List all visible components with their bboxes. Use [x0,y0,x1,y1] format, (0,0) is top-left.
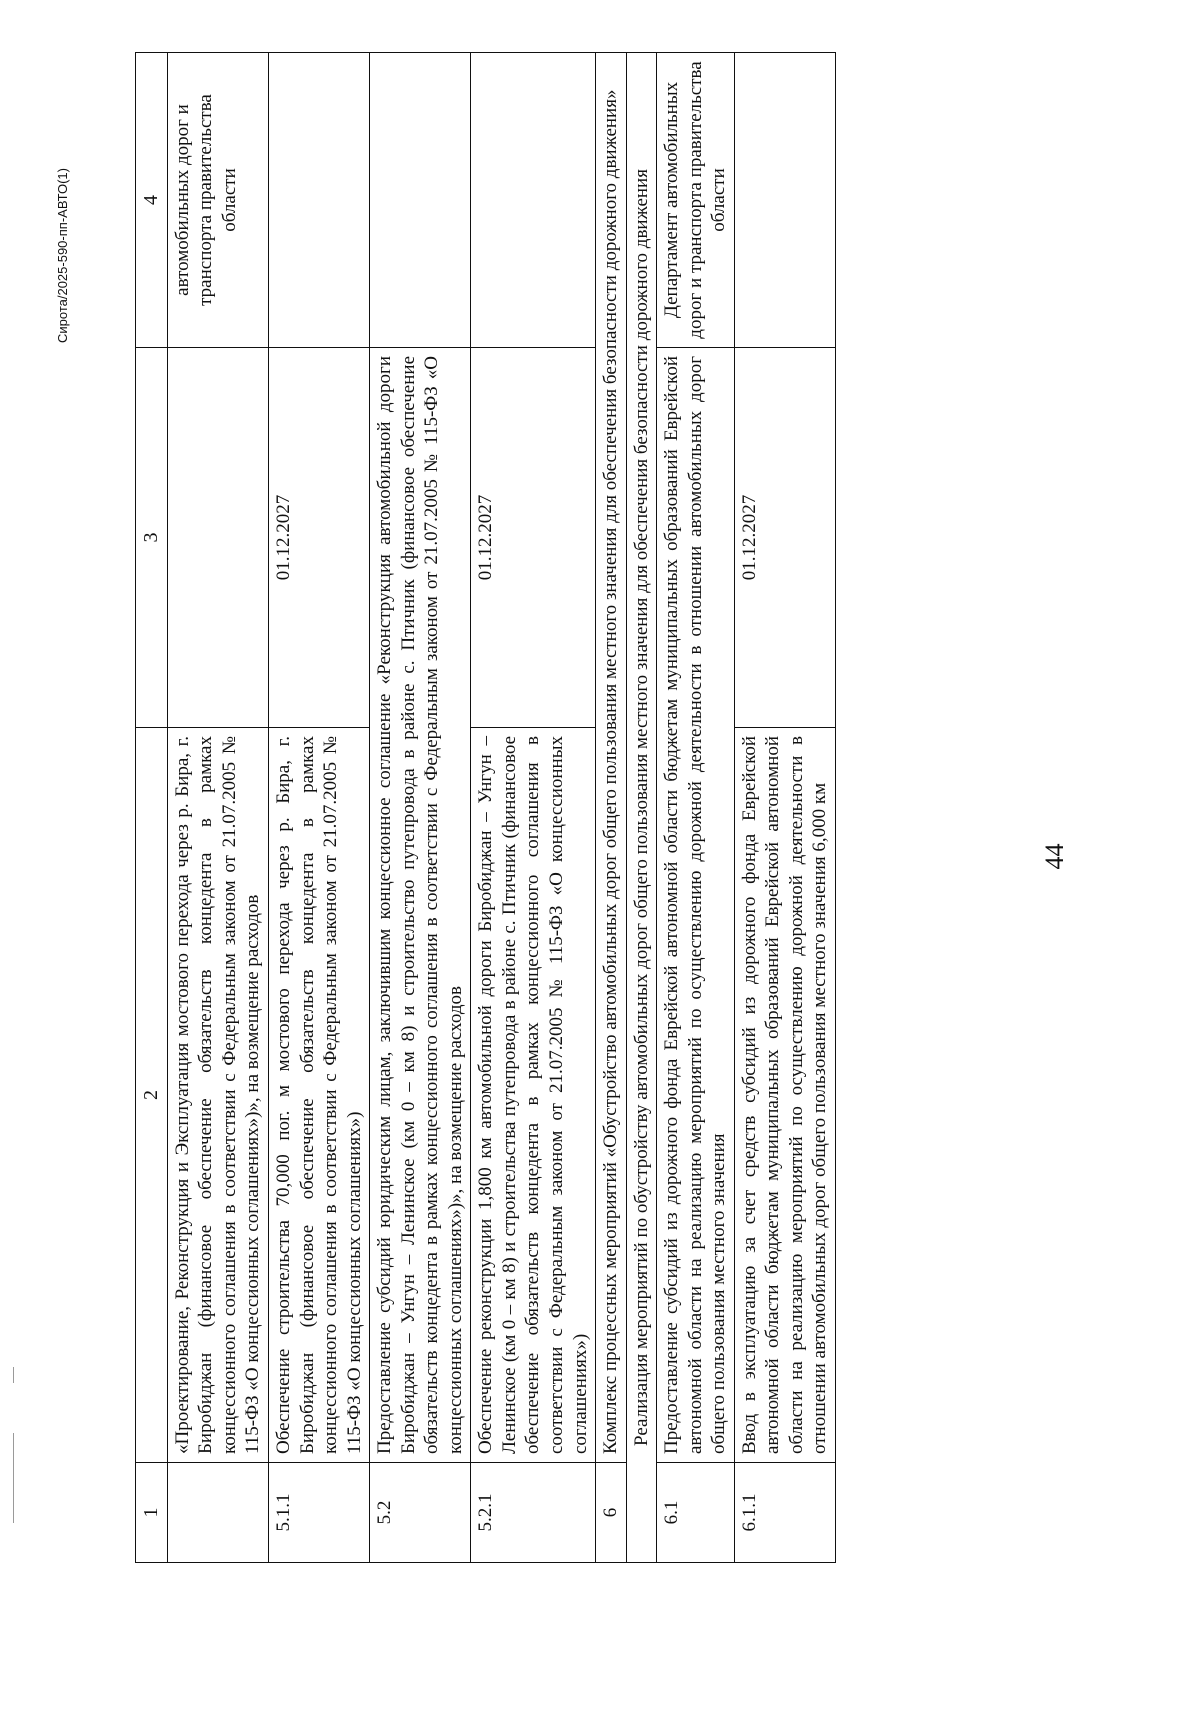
row-number: 5.2.1 [471,1463,596,1563]
row-description: Комплекс процессных мероприятий «Обустройство автомобильных дорог общего пользования местного значения для обеспечения безопасности дорожного движения» [596,53,627,1463]
scan-artifact [13,1433,14,1523]
row-responsible [268,53,369,348]
table-row [268,53,369,1563]
row-description: Предоставление субсидий юридическим лицам, заключившим концессионное соглашение «Реконструкция автомобильной дороги Биробиджан – Унгун – Ленинское (км 0 – км 8) и строительство путепровода в районе с. Птичник (финансовое обеспечение обязательств концедента в рамках концессионного соглашения в соответствии с Федеральным законом от 21.07.2005 № 115-ФЗ «О концессионных соглашениях»)», на возмещение расходов [370,348,471,1463]
row-responsible [734,53,835,348]
row-date: 01.12.2027 [734,348,835,728]
row-date [167,348,268,728]
scan-artifact [13,1367,14,1383]
table-header-row [136,53,168,1563]
row-number: 5.1.1 [268,1463,369,1563]
row-date: 01.12.2027 [268,348,369,728]
row-responsible: автомобильных дорог и транспорта правительства области [167,53,268,348]
page-number: 44 [1040,843,1069,870]
row-number: 6.1.1 [734,1463,835,1563]
table-row [657,53,735,1563]
measures-table [135,52,836,1563]
row-number: 6.1 [657,1463,735,1563]
table-row [370,53,471,1563]
row-responsible [370,53,471,348]
row-number: 5.2 [370,1463,471,1563]
row-number [167,1463,268,1563]
document-code: Сирота/2025-590-пп-АВТО(1) [55,168,70,343]
table-row [734,53,835,1563]
table-row [167,53,268,1563]
header-col-2: 2 [136,728,168,1463]
row-responsible: Департамент автомобильных дорог и транспорта правительства области [657,53,735,348]
row-description: «Проектирование, Реконструкция и Эксплуатация мостового перехода через р. Бира, г. Биробиджан (финансовое обеспечение обязательств концедента в рамках концессионного соглашения в соответствии с Федеральным законом от 21.07.2005 № 115-ФЗ «О концессионных соглашениях»)», на возмещение расходов [167,728,268,1463]
row-date: 01.12.2027 [471,348,596,728]
header-col-4: 4 [136,53,168,348]
table-row [471,53,596,1563]
row-description: Обеспечение реконструкции 1,800 км автомобильной дороги Биробиджан – Унгун – Ленинское (км 0 – км 8) и строительства путепровода в районе с. Птичник (финансовое обеспечение обязательств концедента в рамках концессионного соглашения в соответствии с Федеральным законом от 21.07.2005 № 115-ФЗ «О концессионных соглашениях») [471,728,596,1463]
header-col-3: 3 [136,348,168,728]
row-description: Предоставление субсидий из дорожного фонда Еврейской автономной области бюджетам муниципальных образований Еврейской автономной области на реализацию мероприятий по осуществлению дорожной деятельности в отношении автомобильных дорог общего пользования местного значения [657,348,735,1463]
table-row [596,53,627,1563]
row-description: Обеспечение строительства 70,000 пог. м мостового перехода через р. Бира, г. Биробиджан (финансовое обеспечение обязательств концедента в рамках концессионного соглашения в соответствии с Федеральным законом от 21.07.2005 № 115-ФЗ «О концессионных соглашениях») [268,728,369,1463]
section-row [626,53,657,1563]
row-responsible [471,53,596,348]
row-description: Ввод в эксплуатацию за счет средств субсидий из дорожного фонда Еврейской автономной области бюджетам муниципальных образований Еврейской автономной области на реализацию мероприятий по осуществлению дорожной деятельности в отношении автомобильных дорог общего пользования местного значения 6,000 км [734,728,835,1463]
section-title: Реализация мероприятий по обустройству автомобильных дорог общего пользования местного значения для обеспечения безопасности дорожного движения [626,53,657,1563]
row-number: 6 [596,1463,627,1563]
header-col-1: 1 [136,1463,168,1563]
